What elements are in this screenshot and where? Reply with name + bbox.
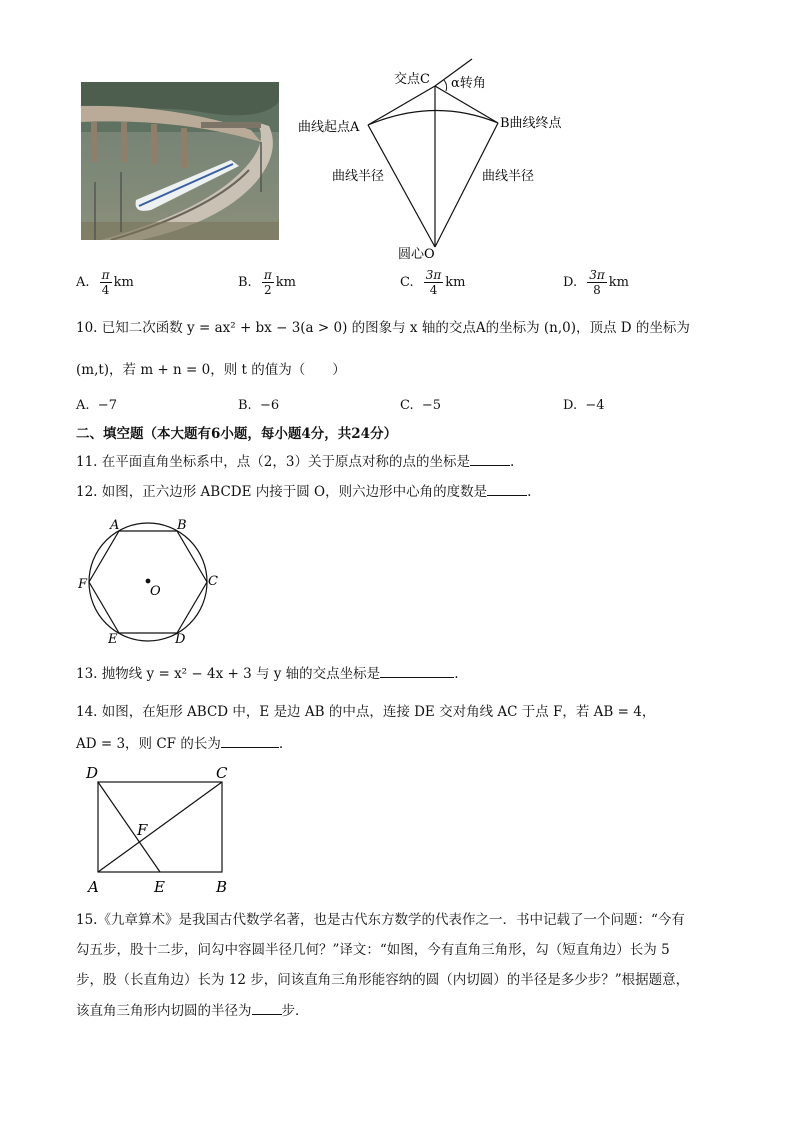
hex-label-a: A — [110, 518, 120, 533]
q14-line-1: 14. 如图，在矩形 ABCD 中，E 是边 AB 的中点，连接 DE 交对角线 AC 于点 F，若 AB = 4， — [76, 704, 656, 720]
label-radius-left: 曲线半径 — [332, 169, 385, 184]
hex-label-o: O — [150, 584, 161, 599]
train-bridge-photo — [81, 82, 279, 240]
q12-answer-blank[interactable] — [487, 483, 527, 496]
rectangle-figure — [82, 762, 242, 898]
q9-option-d[interactable]: D. $\frac{3\pi}{8}$ km — [563, 268, 629, 297]
rect-label-e: E — [154, 878, 165, 896]
rect-label-a: A — [88, 878, 99, 896]
hex-label-e: E — [108, 632, 118, 647]
q10-line-1: 10. 已知二次函数 y = ax² + bx − 3(a > 0) 的图象与 x 轴的交点A的坐标为 (n,0)，顶点 D 的坐标为 — [76, 320, 690, 336]
rect-label-d: D — [86, 764, 99, 782]
q14-line-2: AD = 3，则 CF 的长为 . — [76, 736, 284, 752]
rect-label-c: C — [216, 764, 228, 782]
q10-option-c[interactable]: C. −5 — [400, 398, 442, 413]
q14-answer-blank[interactable] — [221, 735, 279, 748]
label-c: 交点C — [394, 72, 430, 87]
q11-text: 11. 在平面直角坐标系中，点（2，3）关于原点对称的点的坐标是 . — [76, 454, 515, 470]
q15-answer-blank[interactable] — [252, 1002, 282, 1015]
label-o: 圆心O — [398, 247, 435, 262]
hex-label-c: C — [208, 574, 218, 589]
q15-line-1: 15.《九章算术》是我国古代数学名著，也是古代东方数学的代表作之一．书中记载了一个问题：“今有 — [76, 912, 685, 928]
hex-label-b: B — [177, 518, 187, 533]
q10-option-d[interactable]: D. −4 — [563, 398, 605, 413]
hex-label-f: F — [78, 577, 88, 592]
curve-diagram — [290, 55, 590, 270]
hexagon-figure — [72, 512, 232, 652]
rect-label-b: B — [216, 878, 228, 896]
label-a: 曲线起点A — [298, 120, 360, 135]
q15-line-4: 该直角三角形内切圆的半径为 步． — [76, 1003, 309, 1019]
label-alpha: α转角 — [451, 76, 486, 91]
q15-line-2: 勾五步，股十二步，问勾中容圆半径几何？”译文：“如图，今有直角三角形，勾（短直角边）长为 5 — [76, 942, 670, 958]
hex-label-d: D — [175, 632, 186, 647]
rect-label-f: F — [137, 821, 148, 839]
label-radius-right: 曲线半径 — [482, 169, 535, 184]
label-b: B曲线终点 — [500, 116, 562, 131]
q9-option-a[interactable]: A. $\frac{\pi}{4}$ km — [76, 268, 134, 297]
q11-answer-blank[interactable] — [470, 453, 510, 466]
q10-line-2: (m,t)，若 m + n = 0，则 t 的值为（ ） — [76, 362, 346, 378]
section-2-title: 二、填空题（本大题有6小题，每小题4分，共24分） — [76, 426, 398, 442]
q12-text: 12. 如图，正六边形 ABCDE 内接于圆 O，则六边形中心角的度数是 . — [76, 484, 532, 500]
q10-option-b[interactable]: B. −6 — [238, 398, 280, 413]
q13-text: 13. 抛物线 y = x² − 4x + 3 与 y 轴的交点坐标是 . — [76, 666, 459, 682]
q13-answer-blank[interactable] — [380, 665, 454, 678]
q9-option-b[interactable]: B. $\frac{\pi}{2}$ km — [238, 268, 296, 297]
q10-option-a[interactable]: A. −7 — [76, 398, 117, 413]
q9-option-c[interactable]: C. $\frac{3\pi}{4}$ km — [400, 268, 466, 297]
q15-line-3: 步，股（长直角边）长为 12 步，问该直角三角形能容纳的圆（内切圆）的半径是多少步？”根据题意， — [76, 972, 690, 988]
